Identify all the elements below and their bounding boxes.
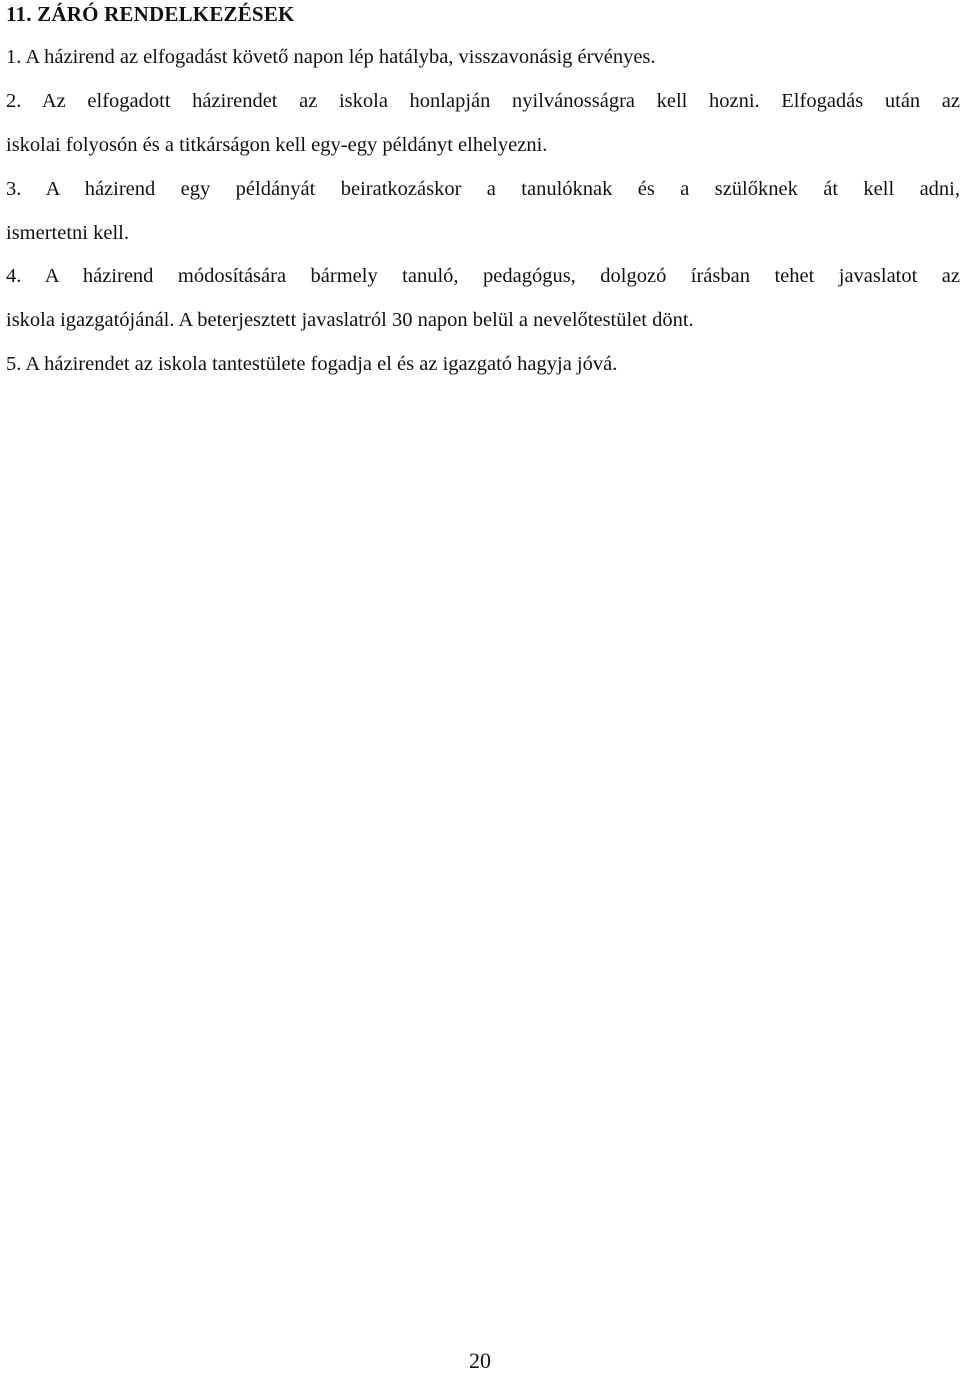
paragraph-line-4: 3. A házirend egy példányát beiratkozáskor a tanulóknak és a szülőknek át kell adni, xyxy=(6,178,960,200)
paragraph-line-2: 2. Az elfogadott házirendet az iskola honlapján nyilvánosságra kell hozni. Elfogadás után az xyxy=(6,90,960,112)
paragraph-line-3: iskolai folyosón és a titkárságon kell egy-egy példányt elhelyezni. xyxy=(6,134,548,156)
paragraph-line-8: 5. A házirendet az iskola tantestülete fogadja el és az igazgató hagyja jóvá. xyxy=(6,353,618,375)
paragraph-line-5: ismertetni kell. xyxy=(6,222,129,244)
paragraph-line-7: iskola igazgatójánál. A beterjesztett javaslatról 30 napon belül a nevelőtestület dönt. xyxy=(6,309,694,331)
section-heading: 11. ZÁRÓ RENDELKEZÉSEK xyxy=(6,2,295,26)
paragraph-line-1: 1. A házirend az elfogadást követő napon lép hatályba, visszavonásig érvényes. xyxy=(6,46,656,68)
page-number: 20 xyxy=(469,1348,491,1373)
paragraph-line-6: 4. A házirend módosítására bármely tanuló, pedagógus, dolgozó írásban tehet javaslatot az xyxy=(6,265,960,287)
